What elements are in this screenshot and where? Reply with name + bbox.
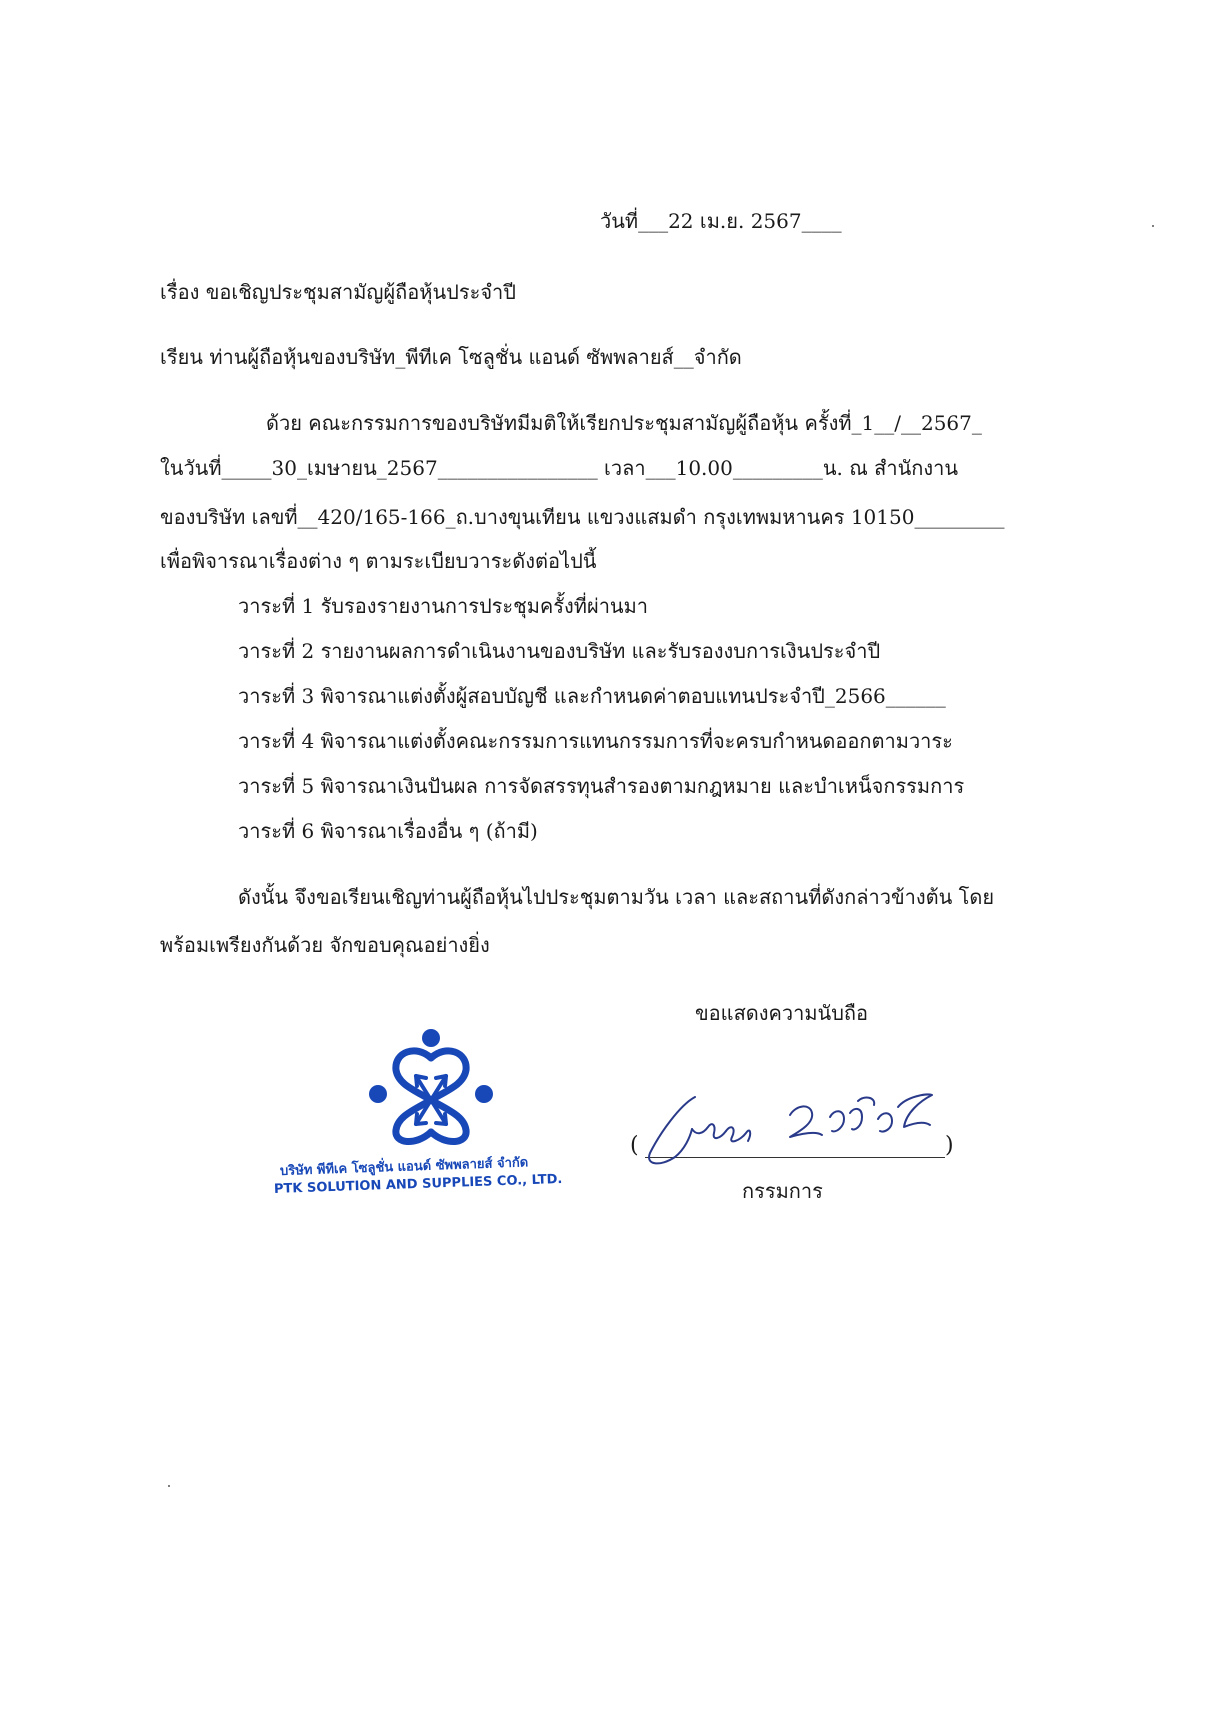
body-line-2: ในวันที่_____30_เมษายน_2567________________ เวลา___10.00_________น. ณ สำนักงาน: [160, 456, 959, 480]
body-line-1: ด้วย คณะกรรมการของบริษัทมีมติให้เรียกประชุมสามัญผู้ถือหุ้น ครั้งที่_1__/__2567_: [266, 411, 982, 435]
logo-company-name-en: PTK SOLUTION AND SUPPLIES CO., LTD.: [273, 1171, 563, 1197]
agenda-item: วาระที่ 6 พิจารณาเรื่องอื่น ๆ (ถ้ามี): [238, 819, 538, 843]
agenda-item: วาระที่ 2 รายงานผลการดำเนินงานของบริษัท และรับรองงบการเงินประจำปี: [238, 639, 881, 663]
handwritten-signature: [640, 1075, 960, 1175]
scan-speck: [168, 1485, 170, 1487]
regards-text: ขอแสดงความนับถือ: [695, 1001, 869, 1025]
subject-line: เรื่อง ขอเชิญประชุมสามัญผู้ถือหุ้นประจำปี: [160, 280, 516, 304]
signature-close-paren: ): [945, 1133, 954, 1158]
scan-speck: [1152, 225, 1154, 227]
agenda-item: วาระที่ 4 พิจารณาแต่งตั้งคณะกรรมการแทนกรรมการที่จะครบกำหนดออกตามวาระ: [238, 729, 953, 753]
signatory-title: กรรมการ: [742, 1179, 823, 1203]
body-line-3: ของบริษัท เลขที่__420/165-166_ถ.บางขุนเทียน แขวงแสมดำ กรุงเทพมหานคร 10150_________: [160, 505, 1005, 529]
closing-line-2: พร้อมเพรียงกันด้วย จักขอบคุณอย่างยิ่ง: [160, 933, 490, 957]
agenda-item: วาระที่ 1 รับรองรายงานการประชุมครั้งที่ผ่านมา: [238, 594, 649, 618]
body-line-4: เพื่อพิจารณาเรื่องต่าง ๆ ตามระเบียบวาระดังต่อไปนี้: [160, 549, 597, 573]
logo-company-name-th: บริษัท พีทีเค โซลูชั่น แอนด์ ซัพพลายส์ จำกัด: [279, 1155, 529, 1179]
addressee-line: เรียน ท่านผู้ถือหุ้นของบริษัท_พีทีเค โซลูชั่น แอนด์ ซัพพลายส์__จำกัด: [160, 345, 742, 369]
ptk-logo-icon: [368, 1028, 494, 1146]
agenda-item: วาระที่ 5 พิจารณาเงินปันผล การจัดสรรทุนสำรองตามกฎหมาย และบำเหน็จกรรมการ: [238, 774, 965, 798]
date-line: วันที่___22 เม.ย. 2567____: [600, 209, 842, 233]
signature-open-paren: (: [630, 1133, 639, 1158]
agenda-item: วาระที่ 3 พิจารณาแต่งตั้งผู้สอบบัญชี และกำหนดค่าตอบแทนประจำปี_2566______: [238, 684, 946, 708]
closing-line-1: ดังนั้น จึงขอเรียนเชิญท่านผู้ถือหุ้นไปประชุมตามวัน เวลา และสถานที่ดังกล่าวข้างต้น โดย: [238, 885, 995, 909]
